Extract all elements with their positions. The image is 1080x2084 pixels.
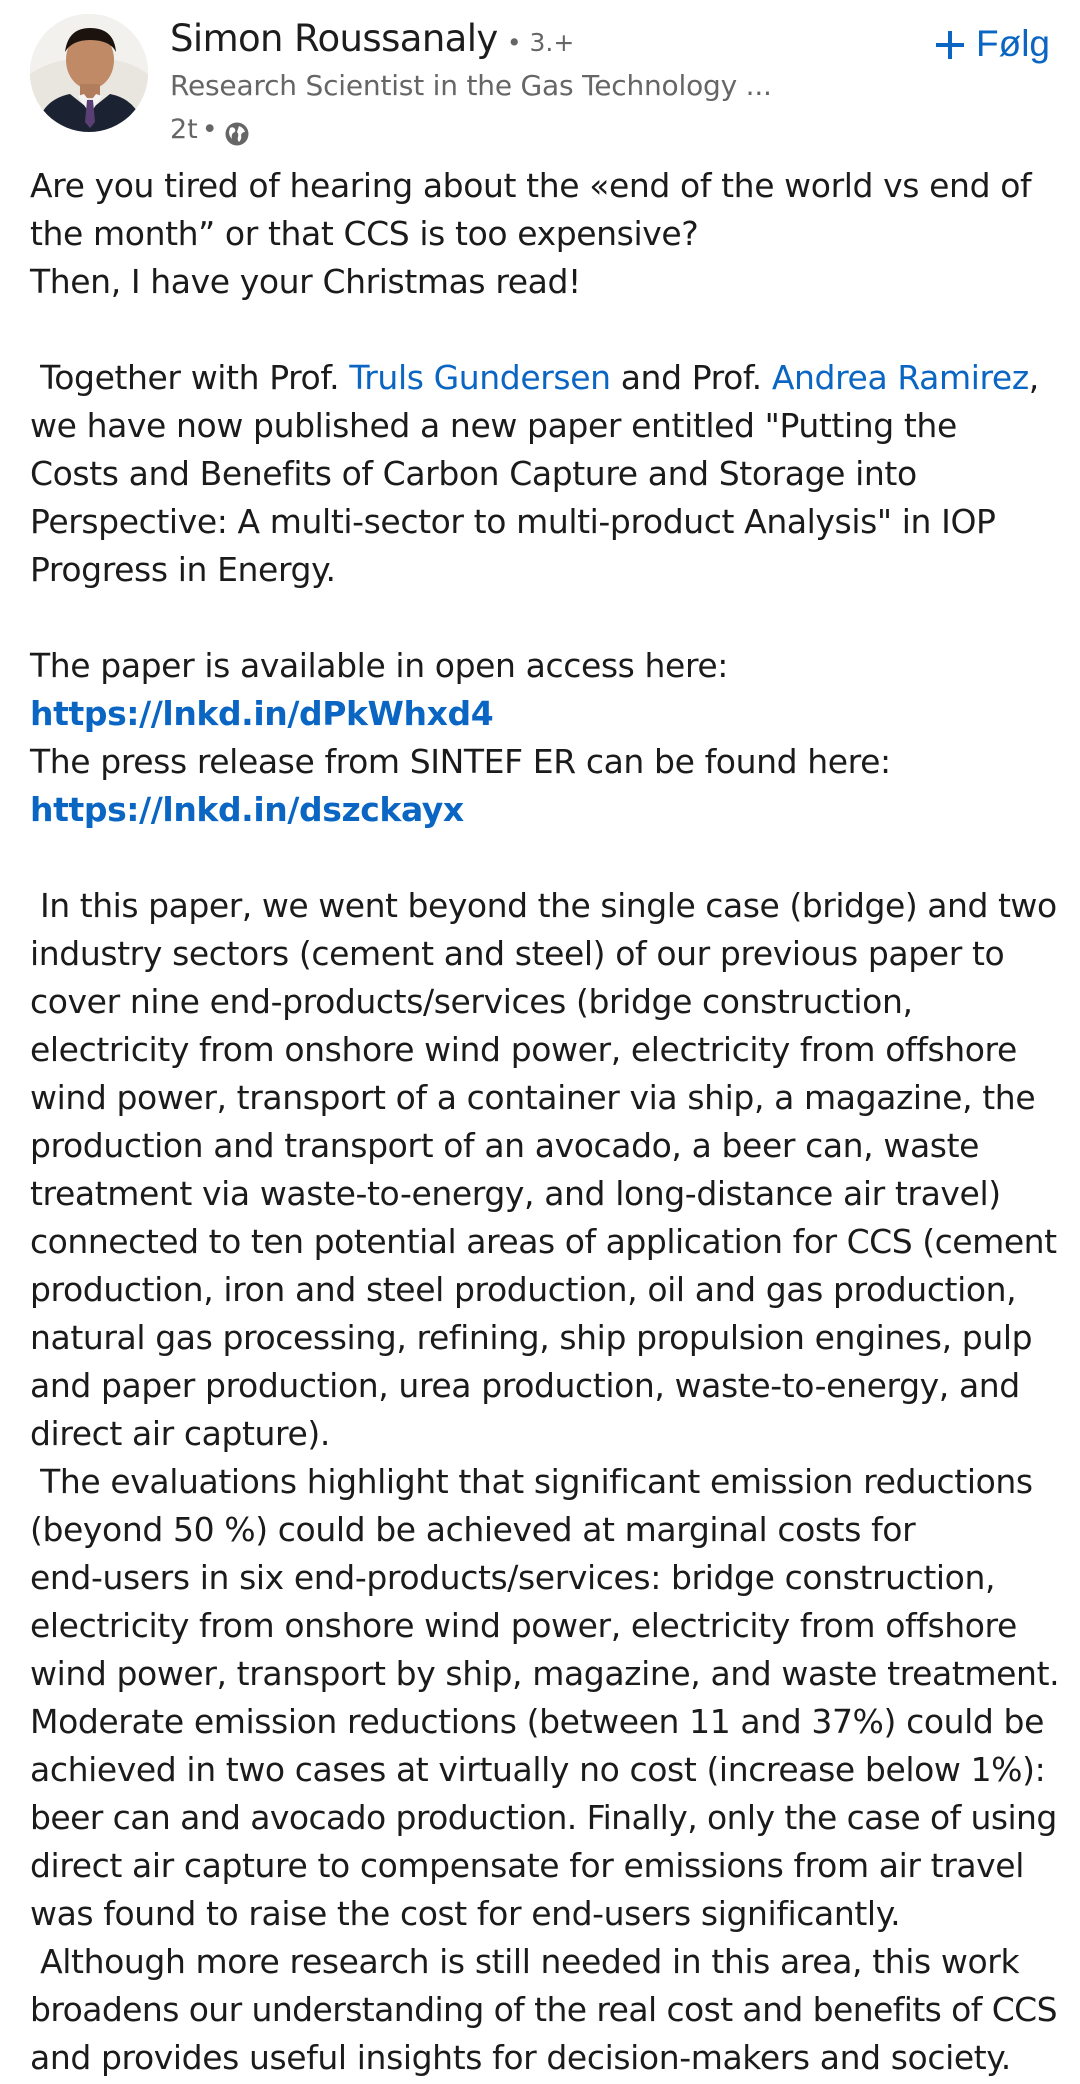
text-line: direct air capture).: [30, 1414, 330, 1453]
text-line: Progress in Energy.: [30, 550, 336, 589]
post-time: 2t: [170, 114, 198, 145]
plus-icon: [934, 28, 966, 60]
blank-line: [30, 834, 1060, 882]
mention-truls-gundersen[interactable]: Truls Gundersen: [349, 358, 611, 397]
text-line: (beyond 50 %) could be achieved at marginal costs for: [30, 1510, 916, 1549]
text-line: connected to ten potential areas of application for CCS (cement: [30, 1222, 1057, 1261]
text-line: production, iron and steel production, oil and gas production,: [30, 1270, 1017, 1309]
text-line: electricity from onshore wind power, electricity from offshore: [30, 1030, 1017, 1069]
follow-label: Følg: [976, 23, 1050, 64]
text-line: Although more research is still needed in this area, this work: [30, 1942, 1020, 1981]
text-line: Are you tired of hearing about the «end of the world vs end of: [30, 166, 1032, 205]
text-line: broadens our understanding of the real cost and benefits of CCS: [30, 1990, 1057, 2029]
blank-line: [30, 306, 1060, 354]
text-line-with-mentions: [30, 354, 1060, 402]
text-line: Then, I have your Christmas read!: [30, 262, 581, 301]
avatar-portrait-icon: [30, 14, 148, 132]
text-line: achieved in two cases at virtually no cost (increase below 1%):: [30, 1750, 1046, 1789]
follow-button[interactable]: [934, 18, 1050, 70]
author-name[interactable]: Simon Roussanaly: [170, 17, 498, 60]
text-line: and paper production, urea production, waste-to-energy, and: [30, 1366, 1020, 1405]
text-line: we have now published a new paper entitled "Putting the: [30, 406, 957, 445]
author-info: [170, 14, 870, 152]
text-line: and provides useful insights for decision-makers and society.: [30, 2038, 1011, 2077]
post-text: [30, 162, 1060, 2082]
text-line: cover nine end-products/services (bridge construction,: [30, 982, 913, 1021]
text-line: Costs and Benefits of Carbon Capture and Storage into: [30, 454, 917, 493]
blank-line: [30, 594, 1060, 642]
connection-degree: • 3.+: [506, 28, 575, 57]
text-line: Moderate emission reductions (between 11 and 37%) could be: [30, 1702, 1044, 1741]
text-line: The press release from SINTEF ER can be found here:: [30, 742, 891, 781]
text-line: electricity from onshore wind power, electricity from offshore: [30, 1606, 1017, 1645]
avatar[interactable]: [30, 14, 148, 132]
text-line: Perspective: A multi-sector to multi-product Analysis" in IOP: [30, 502, 996, 541]
post-meta: [170, 108, 870, 152]
text-line: direct air capture to compensate for emissions from air travel: [30, 1846, 1024, 1885]
text-line: In this paper, we went beyond the single case (bridge) and two: [30, 886, 1057, 925]
author-line: [170, 14, 870, 64]
text-line: wind power, transport of a container via ship, a magazine, the: [30, 1078, 1036, 1117]
paragraph-analysis: [30, 882, 1060, 2082]
text-line: industry sectors (cement and steel) of our previous paper to: [30, 934, 1005, 973]
text-line: end-users in six end-products/services: bridge construction,: [30, 1558, 996, 1597]
text-line: production and transport of an avocado, a beer can, waste: [30, 1126, 980, 1165]
mention-andrea-ramirez[interactable]: Andrea Ramirez: [771, 358, 1029, 397]
text-segment: Together with Prof.: [30, 358, 350, 397]
text-line: treatment via waste-to-energy, and long-distance air travel): [30, 1174, 1001, 1213]
text-segment: ,: [1028, 358, 1039, 397]
text-line: wind power, transport by ship, magazine, and waste treatment.: [30, 1654, 1060, 1693]
text-line: was found to raise the cost for end-users significantly.: [30, 1894, 901, 1933]
text-line: natural gas processing, refining, ship propulsion engines, pulp: [30, 1318, 1033, 1357]
globe-icon: [224, 117, 250, 143]
author-headline[interactable]: Research Scientist in the Gas Technology ...: [170, 69, 772, 102]
meta-separator: •: [201, 114, 218, 145]
press-release-link[interactable]: https://lnkd.in/dszckayx: [30, 790, 464, 829]
text-line: the month” or that CCS is too expensive?: [30, 214, 699, 253]
text-line: The paper is available in open access here:: [30, 646, 729, 685]
text-line: beer can and avocado production. Finally, only the case of using: [30, 1798, 1057, 1837]
text-line: The evaluations highlight that significant emission reductions: [30, 1462, 1033, 1501]
text-segment: and Prof.: [610, 358, 772, 397]
paper-link[interactable]: https://lnkd.in/dPkWhxd4: [30, 694, 494, 733]
